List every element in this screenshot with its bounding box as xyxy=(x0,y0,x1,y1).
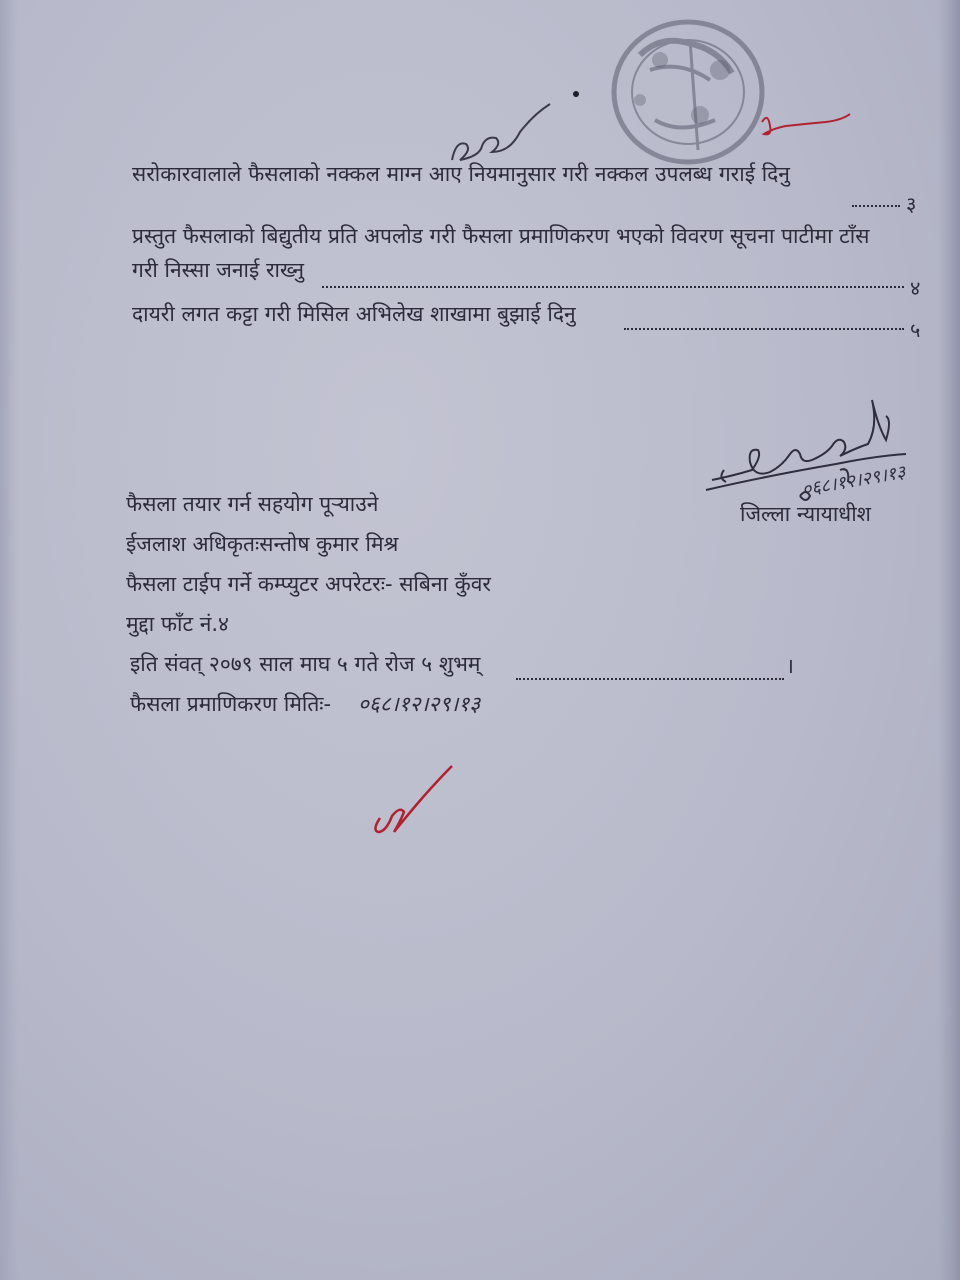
leader-dots-4 xyxy=(322,286,904,288)
closing-line-end-mark: । xyxy=(786,654,794,678)
leader-dots-closing xyxy=(516,678,784,680)
order-item-4-line1: प्रस्तुत फैसलाको बिद्युतीय प्रति अपलोड गरी फैसला प्रमाणिकरण भएको विवरण सूचना पाटीमा टाँस xyxy=(132,224,870,248)
credit-line-computer-operator: फैसला टाईप गर्ने कम्प्युटर अपरेटरः- सबिना कुँवर xyxy=(126,572,492,596)
credit-line-case-section: मुद्दा फाँट नं.४ xyxy=(126,612,229,636)
leader-dots-5 xyxy=(624,328,904,330)
closing-line-date: इति संवत् २०७९ साल माघ ५ गते रोज ५ शुभम् xyxy=(130,652,481,676)
credit-line-bench-officer: ईजलाश अधिकृतःसन्तोष कुमार मिश्र xyxy=(126,532,399,556)
order-item-number-3: ३ xyxy=(906,192,917,216)
credit-line-prepared-by: फैसला तयार गर्न सहयोग पूऱ्याउने xyxy=(126,492,379,516)
order-item-number-4: ४ xyxy=(910,276,921,300)
order-item-4-line2: गरी निस्सा जनाई राख्नु xyxy=(132,258,305,282)
order-item-5: दायरी लगत कट्टा गरी मिसिल अभिलेख शाखामा बुझाई दिनु xyxy=(132,302,576,326)
leader-dots-3 xyxy=(852,205,900,207)
page-left-edge xyxy=(0,0,18,1280)
authentication-date-label: फैसला प्रमाणिकरण मितिः- xyxy=(130,692,332,716)
signature-date: ०६८।१२।२९।१३ xyxy=(800,461,908,501)
order-item-3: सरोकारवालाले फैसलाको नक्कल माग्न आए नियमानुसार गरी नक्कल उपलब्ध गराई दिनु xyxy=(132,162,790,186)
authentication-date-value: ०६८।१२।२९।१३ xyxy=(358,692,481,716)
judge-title: जिल्ला न्यायाधीश xyxy=(740,502,871,526)
page-right-edge xyxy=(938,0,960,1280)
order-item-number-5: ५ xyxy=(910,318,921,342)
